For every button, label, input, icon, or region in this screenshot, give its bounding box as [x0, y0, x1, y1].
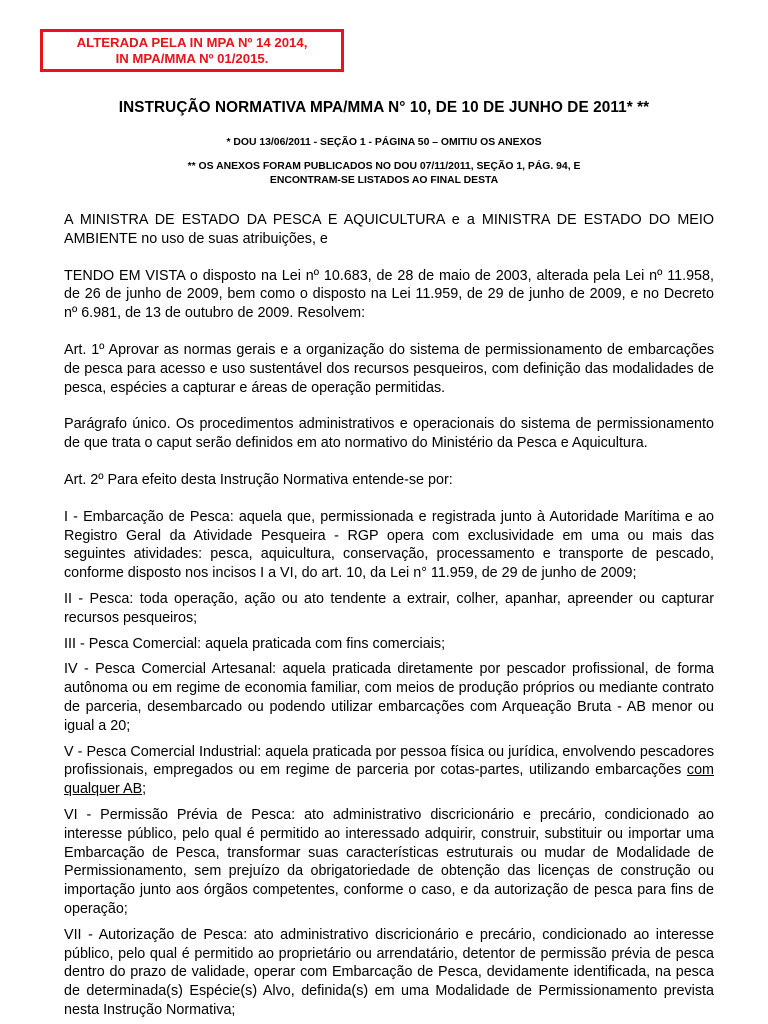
- document-body: [64, 211, 714, 1020]
- item-iii: III - Pesca Comercial: aquela praticada com fins comerciais;: [64, 635, 446, 652]
- item-v-underlined: com qualquer AB: [64, 762, 714, 798]
- article-2: Art. 2º Para efeito desta Instrução Normativa entende-se por:: [64, 471, 453, 488]
- item-vii: VII - Autorização de Pesca: ato administrativo discricionário e precário, condicionado ao interesse público, pelo qual é permitido ao proprietário ou arrendatário, detentor de permissão prévia de pesca dentro do prazo de validade, operar com Embarcação de Pesca, devidamente identificada, na pesca de determinada(s) Espécie(s) Alvo, definida(s) em uma Modalidade de Permissionamento prevista nesta Instrução Normativa;: [64, 926, 714, 1018]
- annex-note: [0, 160, 768, 187]
- amendment-stamp: [40, 29, 344, 72]
- document-title: INSTRUÇÃO NORMATIVA MPA/MMA N° 10, DE 10 DE JUNHO DE 2011* **: [118, 99, 650, 116]
- considering-paragraph: TENDO EM VISTA o disposto na Lei nº 10.683, de 28 de maio de 2003, alterada pela Lei nº 11.958, de 26 de junho de 2009, bem como o disposto na Lei 11.959, de 29 de junho de 2009, e no Decreto nº 6.981, de 13 de outubro de 2009. Resolvem:: [64, 267, 714, 322]
- publication-note: [0, 136, 768, 150]
- article-1: Art. 1º Aprovar as normas gerais e a organização do sistema de permissionamento de embarcações de pesca para acesso e uso sustentável dos recursos pesqueiros, com definição das modalidades de pesca, espécies a capturar e áreas de operação permitidas.: [64, 341, 714, 396]
- item-v: [64, 743, 714, 799]
- sole-paragraph: Parágrafo único. Os procedimentos administrativos e operacionais do sistema de permissionamento de que trata o caput serão definidos em ato normativo do Ministério da Pesca e Aquicultura.: [64, 416, 714, 452]
- stamp-line-1: ALTERADA PELA IN MPA Nº 14 2014,: [76, 35, 308, 50]
- annex-note-line-1: ** OS ANEXOS FORAM PUBLICADOS NO DOU 07/11/2011, SEÇÃO 1, PÁG. 94, E: [187, 161, 581, 172]
- item-v-end: ;: [142, 781, 147, 798]
- stamp-line-2: IN MPA/MMA Nº 01/2015.: [115, 51, 269, 66]
- item-i: I - Embarcação de Pesca: aquela que, permissionada e registrada junto à Autoridade Marítima e ao Registro Geral da Atividade Pesqueira - RGP opera com exclusividade em uma ou mais das seguintes atividades: pesca, aquicultura, conservação, processamento e transporte de pescado, conforme disposto nos incisos I a VI, do art. 10, da Lei n° 11.959, de 29 de junho de 2009;: [64, 508, 714, 582]
- intro-paragraph: A MINISTRA DE ESTADO DA PESCA E AQUICULTURA e a MINISTRA DE ESTADO DO MEIO AMBIENTE no uso de suas atribuições, e: [64, 212, 714, 247]
- item-iv: IV - Pesca Comercial Artesanal: aquela praticada diretamente por pescador profissional, de forma autônoma ou em regime de economia familiar, com meios de produção próprios ou mediante contrato de parceria, desembarcado ou podendo utilizar embarcações com Arqueação Bruta - AB menor ou igual a 20;: [64, 661, 714, 734]
- item-vi: VI - Permissão Prévia de Pesca: ato administrativo discricionário e precário, condicionado ao interesse público, pelo qual é permitido ao interessado adquirir, construir, substituir ou importar uma Embarcação de Pesca, transformar suas características estruturais ou mudar de Modalidade de Permissionamento, sem prejuízo da obrigatoriedade de obtenção das licenças de construção ou importação junto aos órgãos competentes, conforme o caso, e da autorização de pesca para fins de operação;: [64, 806, 714, 917]
- publication-note-text: * DOU 13/06/2011 - SEÇÃO 1 - PÁGINA 50 – OMITIU OS ANEXOS: [226, 137, 542, 148]
- item-ii: II - Pesca: toda operação, ação ou ato tendente a extrair, colher, apanhar, apreender ou capturar recursos pesqueiros;: [64, 590, 714, 626]
- annex-note-line-2: ENCONTRAM-SE LISTADOS AO FINAL DESTA: [269, 174, 499, 186]
- item-v-text: V - Pesca Comercial Industrial: aquela praticada por pessoa física ou jurídica, envolvendo pescadores profissionais, empregados ou em regime de parceria por cotas-partes, utilizando embarcações: [64, 743, 714, 779]
